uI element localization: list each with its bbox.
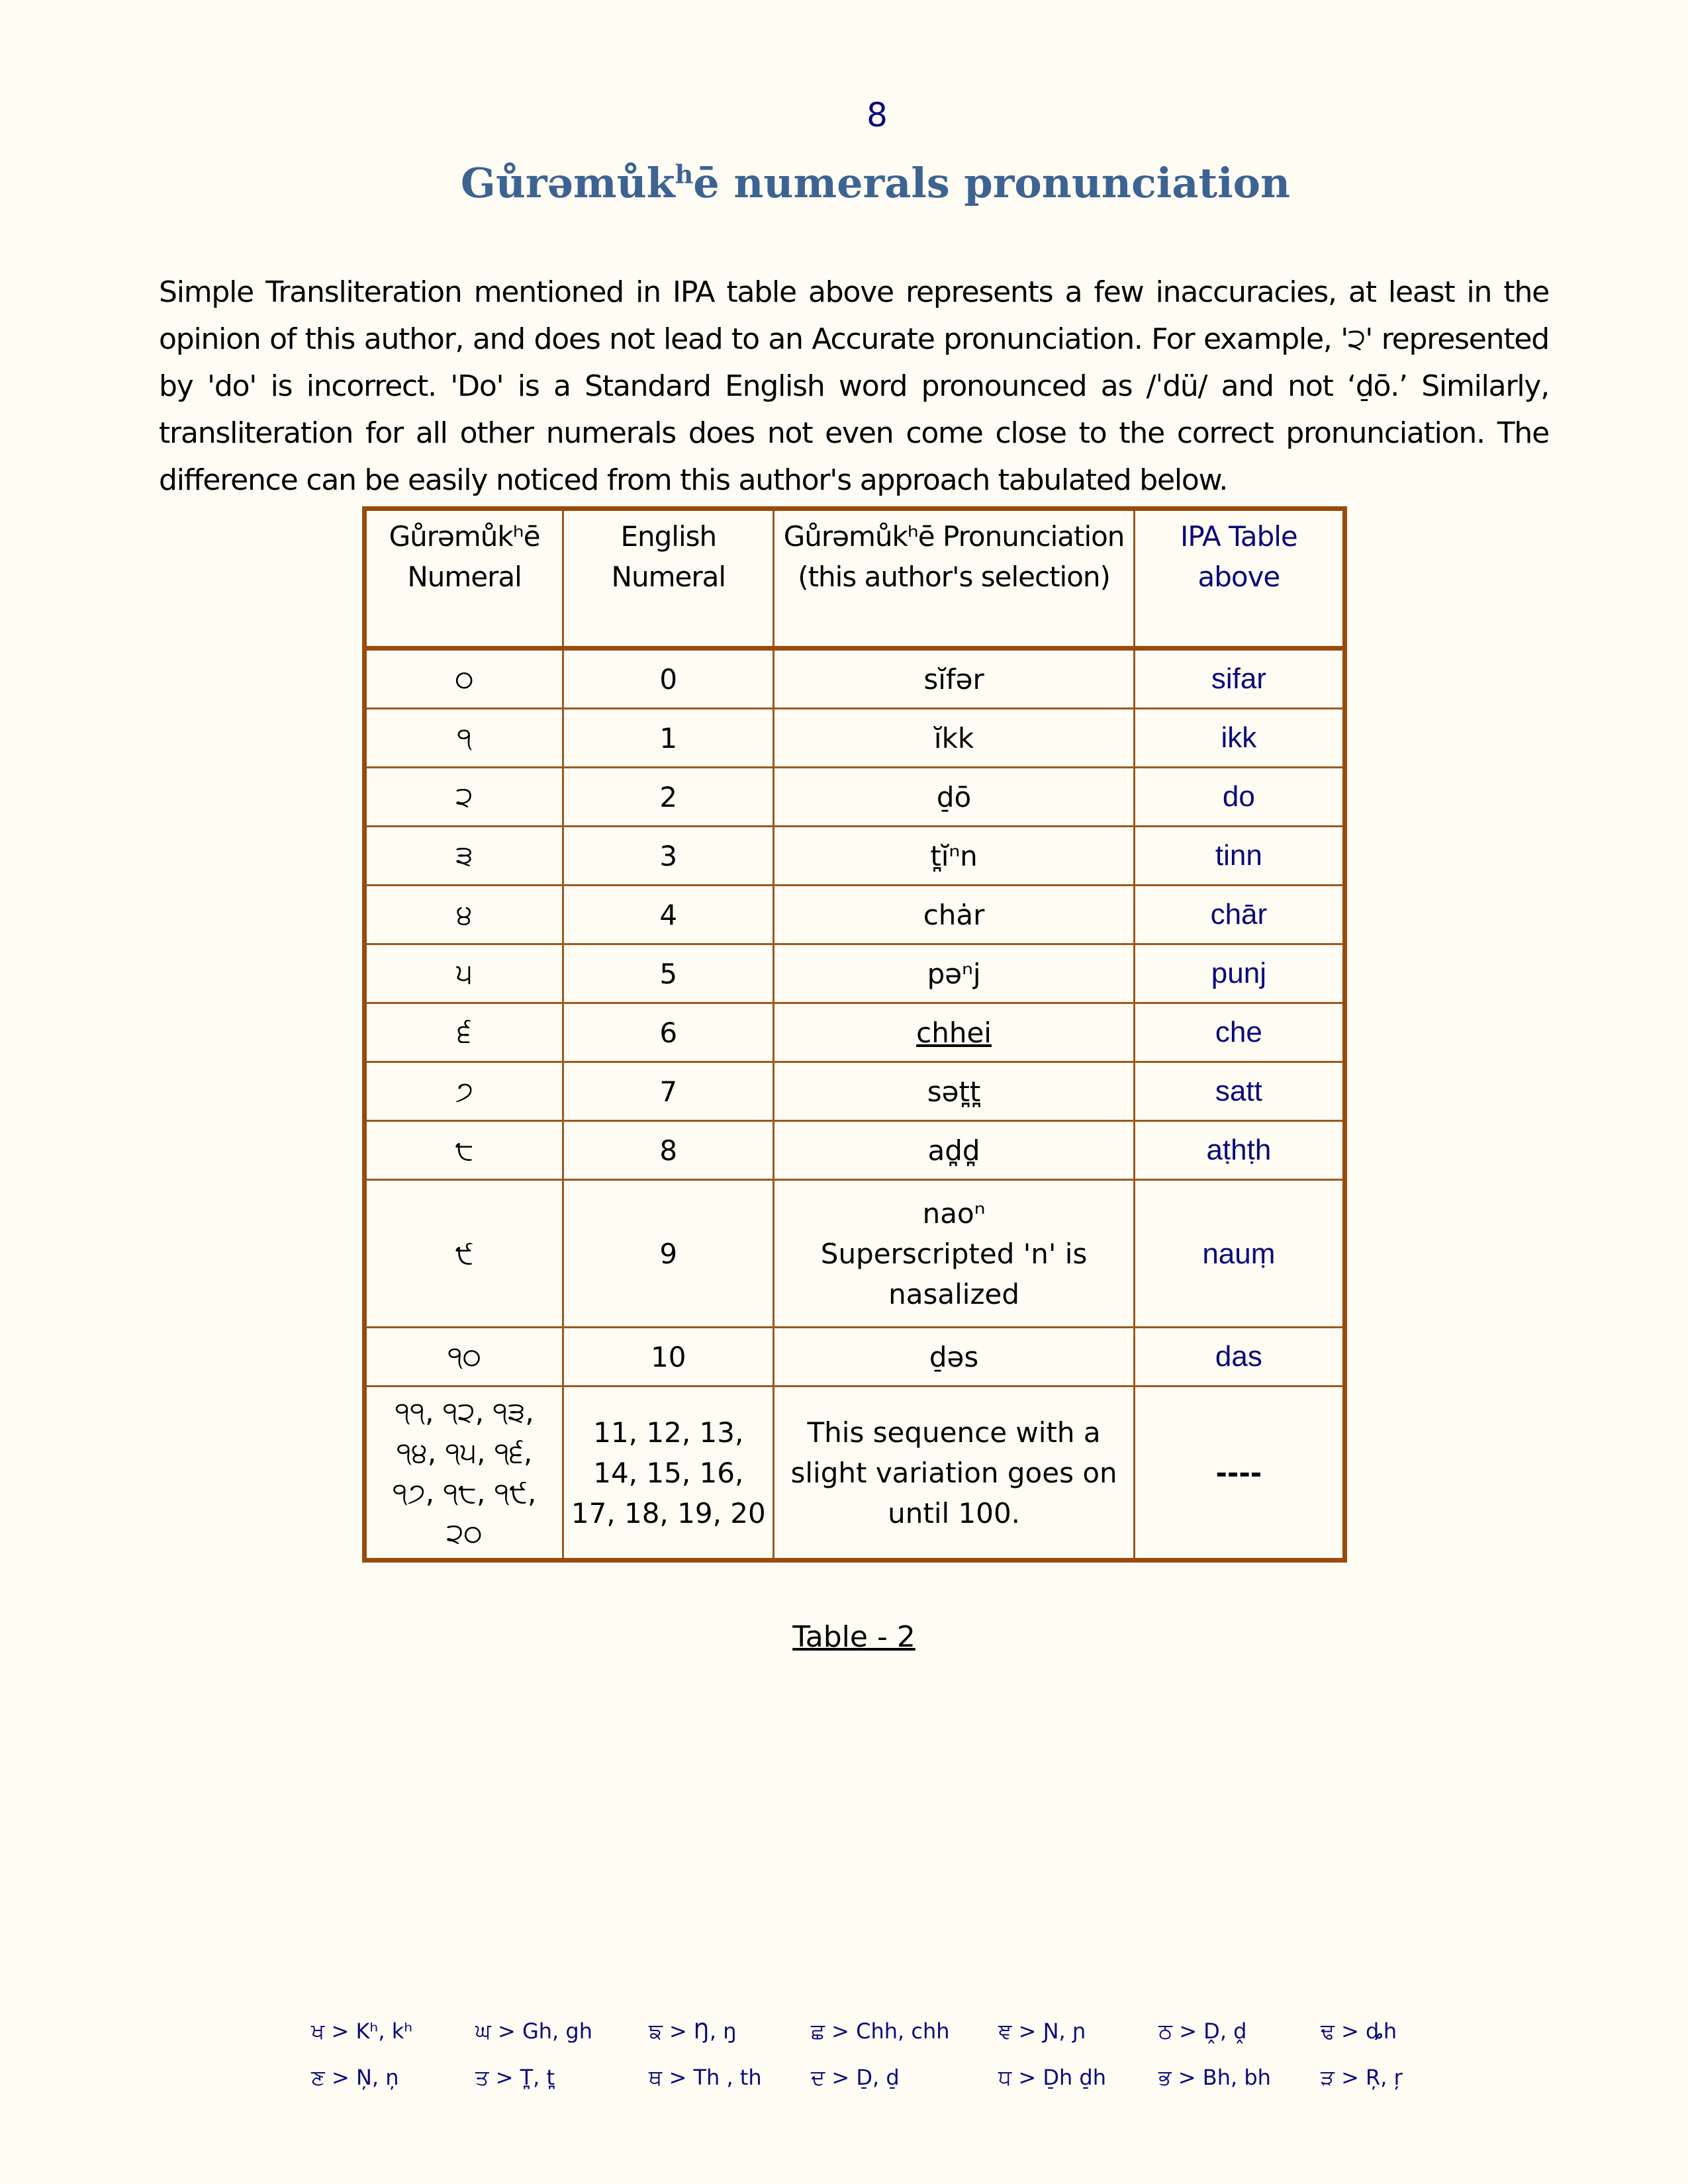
title-main: Gůrəmůk <box>460 159 675 207</box>
table-header-row <box>365 509 1345 649</box>
cell-pronunciation: d̠əs <box>774 1328 1134 1387</box>
legend-item: ਞ > Ɲ, ɲ <box>998 2019 1086 2044</box>
title-rest: ē numerals pronunciation <box>693 159 1291 207</box>
cell-gurmukhi: ੮ <box>365 1121 563 1180</box>
legend-item: ਧ > D̠h d̠h <box>998 2065 1107 2090</box>
cell-ipa: ---- <box>1134 1387 1344 1561</box>
header-ipa: IPA Table above <box>1134 509 1344 649</box>
cell-gurmukhi: ੪ <box>365 886 563 944</box>
cell-pronunciation: pəⁿj <box>774 944 1134 1003</box>
legend-item: ਥ > Th , th <box>649 2065 762 2090</box>
legend-item: ਘ > Gh, gh <box>475 2019 592 2044</box>
cell-ipa: do <box>1134 768 1344 827</box>
cell-english: 10 <box>563 1328 774 1387</box>
table-row <box>365 944 1345 1003</box>
intro-paragraph: Simple Transliteration mentioned in IPA table above represents a few inaccuracies, at least in the opinion of this author, and does not lead to an Accurate pronunciation. For example, '੨' represented by 'do' is incorrect. 'Do' is a Standard English word pronounced as /ˈdü/ and not ‘d̠ō.’ Similarly, transliteration for all other numerals does not even come close to the correct pronunciation. The difference can be easily noticed from this author's approach tabulated below. <box>159 275 1549 497</box>
table-row <box>365 1003 1345 1062</box>
cell-pronunciation <box>774 1003 1134 1062</box>
cell-pronunciation: sĭfər <box>774 649 1134 709</box>
cell-ipa: satt <box>1134 1062 1344 1121</box>
cell-gurmukhi: ੬ <box>365 1003 563 1062</box>
pronunciation-underlined: chhei <box>916 1016 992 1049</box>
cell-pronunciation: This sequence with a slight variation goes on until 100. <box>774 1387 1134 1561</box>
table-row <box>365 1328 1345 1387</box>
cell-pronunciation <box>774 1180 1134 1328</box>
cell-pronunciation: ad̪d̪ <box>774 1121 1134 1180</box>
cell-ipa: das <box>1134 1328 1344 1387</box>
cell-english: 0 <box>563 649 774 709</box>
pronunciation-note: Superscripted 'n' is nasalized <box>820 1237 1088 1310</box>
cell-pronunciation: d̠ō <box>774 768 1134 827</box>
cell-english: 1 <box>563 709 774 768</box>
cell-english: 8 <box>563 1121 774 1180</box>
cell-gurmukhi: ੩ <box>365 827 563 886</box>
legend-item: ਣ > Ņ, ņ <box>311 2065 399 2090</box>
table-row <box>365 768 1345 827</box>
table-row <box>365 649 1345 709</box>
legend-item: ਙ > Ŋ, ŋ <box>649 2019 737 2044</box>
cell-pronunciation: t̪ĭⁿn <box>774 827 1134 886</box>
legend-item: ਠ > Ḓ, ḓ <box>1158 2019 1247 2044</box>
cell-english: 5 <box>563 944 774 1003</box>
table-row <box>365 886 1345 944</box>
cell-ipa: punj <box>1134 944 1344 1003</box>
table-row <box>365 709 1345 768</box>
cell-ipa: che <box>1134 1003 1344 1062</box>
numerals-table <box>362 506 1347 1563</box>
cell-english: 2 <box>563 768 774 827</box>
table-row <box>365 1387 1345 1561</box>
cell-gurmukhi: ੫ <box>365 944 563 1003</box>
cell-ipa: chār <box>1134 886 1344 944</box>
table-row <box>365 1180 1345 1328</box>
table-row <box>365 1121 1345 1180</box>
table-row <box>365 1062 1345 1121</box>
header-pronunciation: Gůrəmůkʰē Pronunciation (this author's selection) <box>774 509 1134 649</box>
legend-item: ਤ > T̪, t̪ <box>475 2065 555 2090</box>
cell-gurmukhi: ੧੧, ੧੨, ੧੩, ੧੪, ੧੫, ੧੬, ੧੭, ੧੮, ੧੯, ੨੦ <box>365 1387 563 1561</box>
cell-pronunciation: sət̪t̪ <box>774 1062 1134 1121</box>
cell-ipa: nauṃ <box>1134 1180 1344 1328</box>
cell-pronunciation: chȧr <box>774 886 1134 944</box>
pronunciation-value: naoⁿ <box>922 1197 986 1230</box>
cell-english: 4 <box>563 886 774 944</box>
cell-gurmukhi: ੭ <box>365 1062 563 1121</box>
cell-ipa: sifar <box>1134 649 1344 709</box>
legend-item: ਦ > D̠, d̠ <box>811 2065 900 2090</box>
table-caption: Table - 2 <box>792 1620 915 1654</box>
cell-gurmukhi: ੧ <box>365 709 563 768</box>
cell-gurmukhi: ੯ <box>365 1180 563 1328</box>
cell-english: 6 <box>563 1003 774 1062</box>
header-english-numeral: English Numeral <box>563 509 774 649</box>
legend-item: ਭ > Bh, bh <box>1158 2065 1271 2090</box>
cell-ipa: tinn <box>1134 827 1344 886</box>
page-number: 8 <box>867 96 888 134</box>
cell-pronunciation: ĭkk <box>774 709 1134 768</box>
title-superscript: h <box>675 159 694 189</box>
cell-english: 3 <box>563 827 774 886</box>
header-gurmukhi-numeral: Gůrəmůkʰē Numeral <box>365 509 563 649</box>
cell-english: 9 <box>563 1180 774 1328</box>
cell-english: 11, 12, 13, 14, 15, 16, 17, 18, 19, 20 <box>563 1387 774 1561</box>
cell-ipa: ikk <box>1134 709 1344 768</box>
legend-item: ਛ > Chh, chh <box>811 2019 950 2044</box>
cell-gurmukhi: ੨ <box>365 768 563 827</box>
legend-item: ਢ > ȡh <box>1321 2019 1397 2044</box>
cell-english: 7 <box>563 1062 774 1121</box>
cell-gurmukhi: ੧੦ <box>365 1328 563 1387</box>
table-row <box>365 827 1345 886</box>
legend-item: ੜ > Ŗ, ŗ <box>1321 2065 1403 2090</box>
cell-gurmukhi: ੦ <box>365 649 563 709</box>
cell-ipa: aṭhṭh <box>1134 1121 1344 1180</box>
legend-item: ਖ > Kʰ, kʰ <box>311 2019 413 2044</box>
page-title <box>0 159 1688 207</box>
